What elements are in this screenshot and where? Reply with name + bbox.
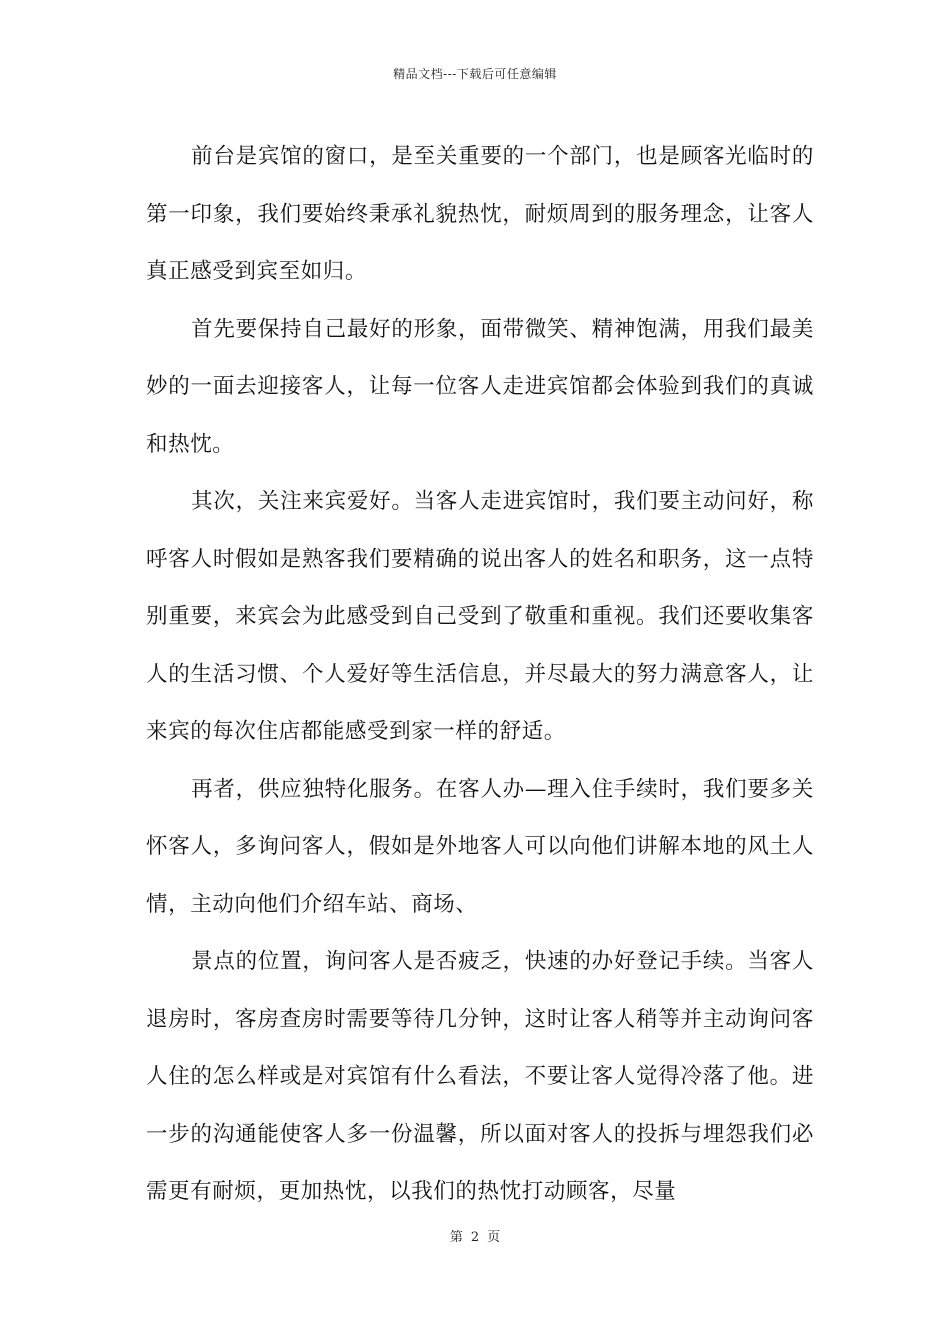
paragraph-checkout-communication: 景点的位置，询问客人是否疲乏，快速的办好登记手续。当客人退房时，客房查房时需要等待几分钟，这时让客人稍等并主动询问客人住的怎么样或是对宾馆有什么看法，不要让客人觉得冷落了他。进一步的沟通能使客人多一份温馨，所以面对客人的投拆与埋怨我们必需更有耐烦，更加热忱，以我们的热忱打动顾客，尽量	[146, 949, 814, 1204]
page-number-prefix: 第	[449, 1230, 463, 1245]
paragraph-guest-preferences: 其次，关注来宾爱好。当客人走进宾馆时，我们要主动问好，称呼客人时假如是熟客我们要精确的说出客人的姓名和职务，这一点特别重要，来宾会为此感受到自己受到了敬重和重视。我们还要收集客人的生活习惯、个人爱好等生活信息，并尽最大的努力满意客人，让来宾的每次住店都能感受到家一样的舒适。	[146, 489, 814, 744]
page-header: 精品文档---下载后可任意编辑	[393, 67, 557, 81]
paragraph-front-desk-intro: 前台是宾馆的窗口，是至关重要的一个部门，也是顾客光临时的第一印象，我们要始终秉承礼貌热忱，耐烦周到的服务理念，让客人真正感受到宾至如归。	[146, 144, 814, 284]
page-footer	[0, 1229, 950, 1247]
page-number: 2	[470, 1230, 480, 1245]
page-number-suffix: 页	[487, 1230, 501, 1245]
document-body	[146, 128, 814, 1221]
paragraph-personal-image: 首先要保持自己最好的形象，面带微笑、精神饱满，用我们最美妙的一面去迎接客人，让每一位客人走进宾馆都会体验到我们的真诚和热忱。	[146, 316, 814, 457]
paragraph-personalized-service: 再者，供应独特化服务。在客人办—理入住手续时，我们要多关怀客人，多询问客人，假如是外地客人可以向他们讲解本地的风土人情，主动向他们介绍车站、商场、	[146, 776, 814, 917]
